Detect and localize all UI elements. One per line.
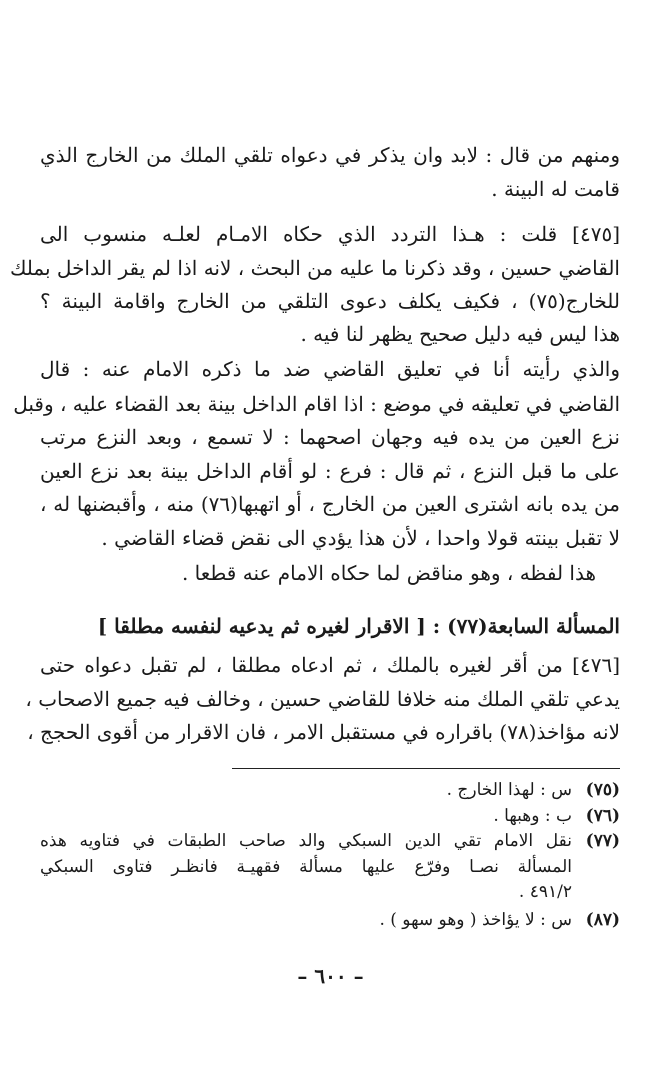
footnote-text: س : لا يؤاخذ ( وهو سهو ) . (379, 910, 572, 930)
body-line: قامت له البينة . (491, 177, 620, 201)
footnote (40, 806, 620, 826)
body-line: ومنهم من قال : لابد وان يذكر في دعواه تلقي الملك من الخارج الذي (40, 143, 620, 167)
section-line: لانه مؤاخذ(٧٨) باقراره في مستقبل الامر ، فان الاقرار من أقوى الحجج ، (27, 720, 620, 744)
section-line: يدعي تلقي الملك منه خلافا للقاضي حسين ، وخالف فيه جميع الاصحاب ، (25, 687, 620, 711)
body-line: من يده بانه اشترى العين من الخارج ، أو اتهبها(٧٦) منه ، وأقبضنها له ، (40, 492, 620, 516)
footnote-text: ٤٩١/٢ . (518, 882, 572, 902)
body-line: هذا ليس فيه دليل صحيح يظهر لنا فيه . (300, 322, 620, 346)
footnote (40, 831, 620, 851)
body-line: والذي رأيته أنا في تعليق القاضي ضد ما ذكره الامام عنه : قال (40, 357, 620, 381)
footnote-number: (٧٥) (585, 780, 620, 800)
page-number: – ٦٠٠ – (297, 964, 364, 988)
footnote-text: المسألة نصـا وفرّع عليها مسألة فقهيـة فانظـر فتاوى السبكي (40, 857, 572, 877)
body-line: لا تقبل بينته قولا واحدا ، لأن هذا يؤدي الى نقض قضاء القاضي . (101, 526, 620, 550)
footnote-number: (٧٧) (585, 831, 620, 851)
body-line: للخارج(٧٥) ، فكيف يكلف دعوى التلقي من الخارج واقامة البينة ؟ (40, 289, 620, 313)
body-line: القاضي حسين ، وقد ذكرنا ما عليه من البحث ، لانه اذا لم يقر الداخل بملك (9, 256, 620, 280)
footnote-text: نقل الامام تقي الدين السبكي والد صاحب الطبقات في فتاويه هذه (40, 831, 572, 851)
section-heading: المسألة السابعة(٧٧) : [ الاقرار لغيره ثم يدعيه لنفسه مطلقا ] (97, 614, 620, 638)
footnote (40, 882, 620, 902)
footnote-number: (٨٧) (585, 910, 620, 930)
body-line: القاضي في تعليقه في موضع : اذا اقام الداخل بينة بعد القضاء عليه ، وقبل (13, 392, 620, 416)
footnote (40, 910, 620, 930)
body-line: [٤٧٥] قلت : هـذا التردد الذي حكاه الامـام لعلـه منسوب الى (40, 222, 620, 246)
footnote-text: ب : وهبها . (493, 806, 572, 826)
footnote-divider (232, 768, 620, 769)
body-line: هذا لفظه ، وهو مناقض لما حكاه الامام عنه قطعا . (181, 561, 596, 585)
body-line: نزع العين من يده فيه وجهان اصحهما : لا تسمع ، وبعد النزع مرتب (40, 425, 621, 449)
footnote (40, 780, 620, 800)
footnote (40, 857, 620, 877)
footnote-text: س : لهذا الخارج . (446, 780, 572, 800)
body-line: على ما قبل النزع ، ثم قال : فرع : لو أقام الداخل بينة بعد نزع العين (40, 459, 620, 483)
section-line: [٤٧٦] من أقر لغيره بالملك ، ثم ادعاه مطلقا ، لم تقبل دعواه حتى (40, 653, 620, 677)
footnote-number: (٧٦) (585, 806, 620, 826)
